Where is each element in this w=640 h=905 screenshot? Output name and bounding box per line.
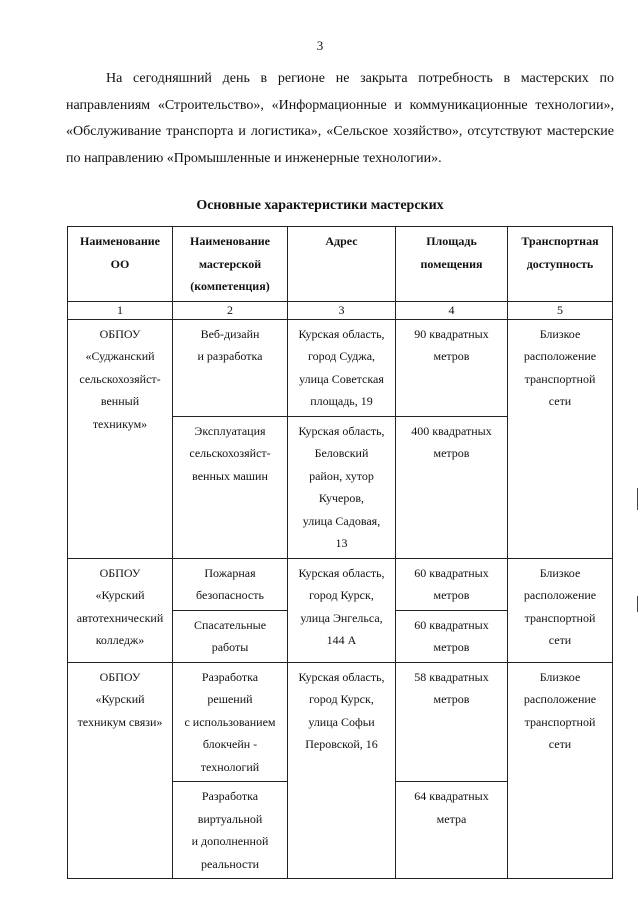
area-cell: 60 квадратных метров — [396, 610, 508, 662]
area-cell: 58 квадратных метров — [396, 662, 508, 782]
workshop-name-cell: Спасательные работы — [173, 610, 288, 662]
address-cell: Курская область, город Курск, улица Софьи Перовской, 16 — [288, 662, 396, 879]
address-cell: Курская область, город Курск, улица Энгельса, 144 А — [288, 558, 396, 662]
table-row — [68, 558, 613, 610]
transport-cell: Близкое расположение транспортной сети — [508, 662, 613, 879]
workshop-name-cell: Эксплуатация сельскохозяйст- венных машин — [173, 416, 288, 558]
table-header-row — [68, 227, 613, 302]
scan-edge-mark — [637, 488, 638, 510]
area-cell: 400 квадратных метров — [396, 416, 508, 558]
org-name-cell: ОБПОУ «Курский автотехнический колледж» — [68, 558, 173, 662]
table-row — [68, 319, 613, 416]
page-number: 3 — [316, 38, 324, 53]
header-workshop-name: Наименование мастерской (компетенция) — [173, 227, 288, 302]
column-number: 2 — [173, 301, 288, 319]
header-transport: Транспортная доступность — [508, 227, 613, 302]
transport-cell: Близкое расположение транспортной сети — [508, 558, 613, 662]
table-title: Основные характеристики мастерских — [196, 198, 444, 213]
workshop-name-cell: Разработка решений с использованием блокчейн - технологий — [173, 662, 288, 782]
transport-cell: Близкое расположение транспортной сети — [508, 319, 613, 558]
workshops-table — [67, 226, 613, 879]
scan-edge-mark — [637, 596, 638, 612]
org-name-cell: ОБПОУ «Суджанский сельскохозяйст- венный техникум» — [68, 319, 173, 558]
table-row — [68, 662, 613, 782]
address-cell: Курская область, город Суджа, улица Советская площадь, 19 — [288, 319, 396, 416]
header-org-name: Наименование ОО — [68, 227, 173, 302]
header-address: Адрес — [288, 227, 396, 302]
intro-paragraph: На сегодняшний день в регионе не закрыта потребность в мастерских по направлениям «Строительство», «Информационные и коммуникационные технологии», «Обслуживание транспорта и логистика», «Сельское хозяйство», отсутствуют мастерские по направлению «Промышленные и инженерные технологии». — [66, 71, 614, 166]
column-number: 4 — [396, 301, 508, 319]
column-number-row — [68, 301, 613, 319]
column-number: 5 — [508, 301, 613, 319]
column-number: 3 — [288, 301, 396, 319]
area-cell: 90 квадратных метров — [396, 319, 508, 416]
header-area: Площадь помещения — [396, 227, 508, 302]
workshop-name-cell: Веб-дизайн и разработка — [173, 319, 288, 416]
address-cell: Курская область, Беловский район, хутор Кучеров, улица Садовая, 13 — [288, 416, 396, 558]
workshop-name-cell: Разработка виртуальной и дополненной реальности — [173, 782, 288, 879]
area-cell: 64 квадратных метра — [396, 782, 508, 879]
area-cell: 60 квадратных метров — [396, 558, 508, 610]
column-number: 1 — [68, 301, 173, 319]
org-name-cell: ОБПОУ «Курский техникум связи» — [68, 662, 173, 879]
workshop-name-cell: Пожарная безопасность — [173, 558, 288, 610]
